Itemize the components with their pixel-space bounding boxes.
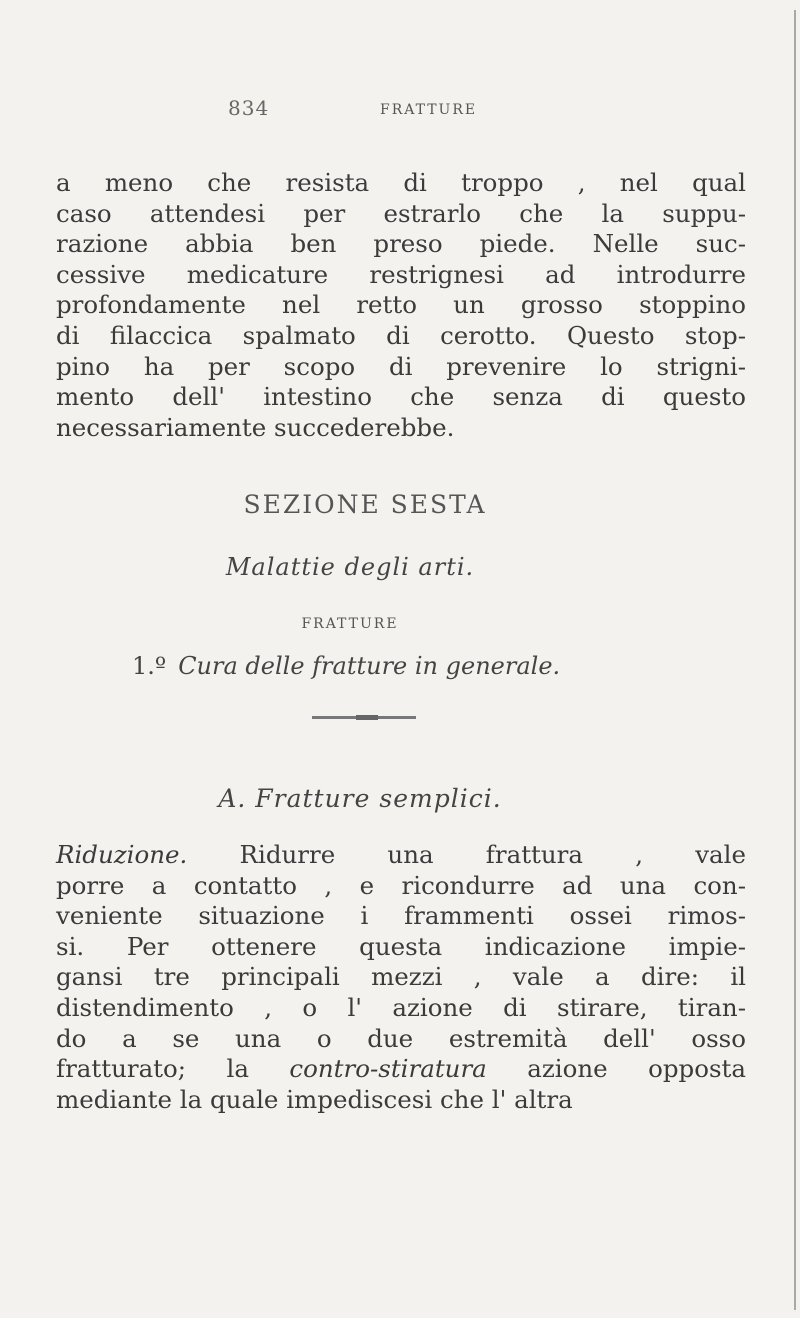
line-text: fratturato; la bbox=[56, 1054, 290, 1084]
page-edge-line bbox=[794, 10, 796, 1310]
chapter-head: FRATTURE bbox=[301, 616, 399, 632]
line-text: azione opposta bbox=[486, 1054, 746, 1084]
page-number: 834 bbox=[228, 96, 270, 120]
decorative-rule bbox=[312, 716, 416, 719]
text-line: porre a contatto , e ricondurre ad una con- bbox=[56, 870, 746, 900]
text-line: razione abbia ben preso piede. Nelle suc- bbox=[56, 229, 746, 259]
text-line: di filaccica spalmato di cerotto. Questo stop- bbox=[56, 320, 746, 350]
text-line: do a se una o due estremità dell' osso bbox=[56, 1023, 746, 1053]
text-line: mediante la quale impediscesi che l' altra bbox=[56, 1084, 573, 1114]
text-line: necessariamente succederebbe. bbox=[56, 412, 455, 442]
text-line: si. Per ottenere questa indicazione impie- bbox=[56, 931, 746, 961]
lead-term: Riduzione. bbox=[56, 840, 188, 869]
text-line: gansi tre principali mezzi , vale a dire: il bbox=[56, 962, 746, 992]
running-head: FRATTURE bbox=[380, 102, 478, 118]
text-line: caso attendesi per estrarlo che la suppu- bbox=[56, 198, 746, 228]
subsection-heading bbox=[132, 652, 560, 680]
text-line: cessive medicature restrignesi ad introdurre bbox=[56, 259, 746, 289]
text-line: profondamente nel retto un grosso stoppino bbox=[56, 290, 746, 320]
section-subtitle: Malattie degli arti. bbox=[225, 553, 475, 581]
subsection-title: Cura delle fratture in generale. bbox=[178, 652, 561, 680]
text-line: veniente situazione i frammenti ossei rimos- bbox=[56, 901, 746, 931]
text-line: pino ha per scopo di prevenire lo strigni- bbox=[56, 351, 746, 381]
text-line bbox=[56, 840, 746, 871]
text-line bbox=[56, 1054, 746, 1085]
subheading-fratture-semplici: A. Fratture semplici. bbox=[218, 784, 502, 813]
text-line: distendimento , o l' azione di stirare, tiran- bbox=[56, 992, 746, 1022]
italic-term: contro-stiratura bbox=[289, 1054, 487, 1084]
paragraph-riduzione bbox=[56, 840, 746, 1115]
text-line: a meno che resista di troppo , nel qual bbox=[56, 168, 746, 197]
text-line: mento dell' intestino che senza di questo bbox=[56, 382, 746, 412]
subsection-number: 1.º bbox=[132, 652, 167, 680]
line-text: Ridurre una frattura , vale bbox=[187, 840, 746, 869]
paragraph-continuation bbox=[56, 168, 746, 443]
page-header bbox=[228, 96, 628, 126]
section-title: SEZIONE SESTA bbox=[243, 490, 487, 519]
